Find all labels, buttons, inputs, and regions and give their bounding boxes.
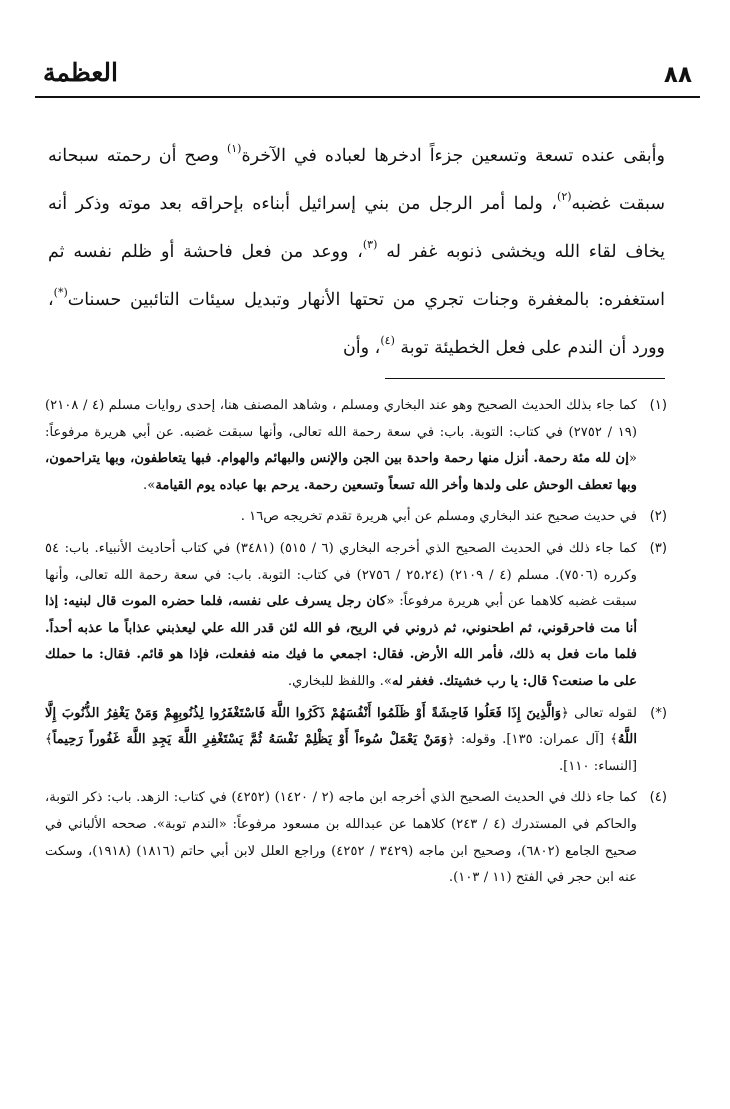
footnote-mark: (٣) <box>649 540 667 556</box>
footnotes <box>45 393 667 897</box>
footnote-text: ». <box>143 477 156 493</box>
footnote-2 <box>45 504 667 531</box>
footnote-text: في حديث صحيح عند البخاري ومسلم عن أبي هريرة تقدم تخريجه ص١٦ . <box>240 509 637 525</box>
footnote-ref: (٤) <box>380 334 395 347</box>
body-text: ، وأن <box>342 338 381 358</box>
hadith-text: كان رجل يسرف على نفسه، فلما حضره الموت قال لبنيه: إذا أنا مت فاحرقوني، ثم اطحنوني، ثم ذروني في الريح، فو الله لئن قدر الله علي ليعذبني عذاباً ما عذبه أحداً. فلما مات فعل به ذلك، فأمر الله الأرض. فقال: اجمعي ما فيك منه ففعلت، فإذا هو قائم. فقال: ما حملك على ما صنعت؟ قال: يا رب خشيتك. فغفر له <box>45 594 637 689</box>
footnote-mark: (٢) <box>649 509 667 525</box>
footnote-ref: (٢) <box>557 190 572 203</box>
footnote-text: ﴾ [النساء: ١١٠]. <box>45 732 637 774</box>
footnote-star <box>45 701 667 781</box>
footnote-text: كما جاء ذلك في الحديث الصحيح الذي أخرجه البخاري (٦ / ٥١٥) (٣٤٨١) في كتاب أحاديث الأنبياء. باب: ٥٤ وكرره (٧٥٠٦). مسلم (٤ / ٢١٠٩) (٢٥،٢٤ / ٢٧٥٦) في كتاب: التوبة. باب: في سعة رحمة الله تعالى، وأنها سبقت غضبه كلاهما عن أبي هريرة مرفوعاً: « <box>45 540 638 610</box>
footnote-text: ﴾ [آل عمران: ١٣٥]. وقوله: ﴿ <box>447 732 618 748</box>
footnote-text: كما جاء ذلك في الحديث الصحيح الذي أخرجه ابن ماجه (٢ / ١٤٢٠) (٤٢٥٢) في كتاب: الزهد. باب: ذكر التوبة، والحاكم في المستدرك (٤ / ٢٤٣) كلاهما عن عبدالله بن مسعود مرفوعاً: «الندم توبة». صححه الألباني في صحيح الجامع (٦٨٠٢)، وصحيح ابن ماجه (٣٤٢٩ / ٤٢٥٢) وراجع العلل لابن أبي حاتم (١٨١٦) (١٩١٨)، وسكت عنه ابن حجر في الفتح (١١ / ١٠٣). <box>45 790 638 886</box>
quran-verse: وَالَّذِينَ إِذَا فَعَلُوا فَاحِشَةً أَوْ ظَلَمُوا أَنْفُسَهُمْ ذَكَرُوا اللَّهَ فَاسْتَغْفَرُوا لِذُنُوبِهِمْ وَمَنْ يَغْفِرُ الذُّنُوبَ إِلَّا اللَّهُ <box>45 705 637 748</box>
footnote-ref: (٣) <box>362 238 378 251</box>
main-text <box>48 132 665 372</box>
body-text: وأبقى عنده تسعة وتسعين جزءاً ادخرها لعباده في الآخرة <box>241 146 665 166</box>
footnote-mark: (١) <box>649 398 667 413</box>
body-text: ، ووعد من فعل فاحشة أو ظلم نفسه ثم استغفره: بالمغفرة وجنات تجري من تحتها الأنهار وتبديل سيئات التائبين حسنات <box>48 242 665 310</box>
page-header <box>35 58 700 98</box>
footnote-separator <box>385 378 665 379</box>
footnote-mark: (٤) <box>649 790 667 806</box>
footnote-1 <box>45 393 667 499</box>
footnote-text: لقوله تعالى ﴿ <box>561 705 637 721</box>
footnote-ref: (*) <box>53 286 68 299</box>
quran-verse: وَمَنْ يَعْمَلْ سُوءاً أَوْ يَظْلِمْ نَفْسَهُ ثُمَّ يَسْتَغْفِرِ اللَّهَ يَجِدِ اللَّهَ غَفُوراً رَحِيماً <box>52 732 448 748</box>
footnote-text: ». واللفظ للبخاري. <box>287 673 392 689</box>
header-rule <box>35 96 700 98</box>
hadith-text: إن لله مئة رحمة. أنزل منها رحمة واحدة بين الجن والإنس والبهائم والهوام. فبها يتعاطفون، وبها يتراحمون، وبها تعطف الوحش على ولدها وأخر الله تسعاً وتسعين رحمة. يرحم بها عباده يوم القيامة <box>45 451 637 493</box>
footnote-mark: (*) <box>650 705 667 721</box>
footnote-3 <box>45 536 667 696</box>
footnote-4 <box>45 785 667 891</box>
body-text: ، ولما أمر الرجل من بني إسرائيل أبناءه بإحراقه بعد موته وذكر أنه يخاف لقاء الله ويخشى ذنوبه غفر له <box>48 194 665 262</box>
body-text: ، وورد أن الندم على فعل الخطيئة توبة <box>48 290 665 358</box>
footnote-ref: (١) <box>226 142 242 155</box>
running-title: العظمة <box>43 58 118 87</box>
page-number: ٨٨ <box>663 62 692 88</box>
body-text: وصح أن رحمته سبحانه سبقت غضبه <box>48 146 665 214</box>
footnote-text: كما جاء بذلك الحديث الصحيح وهو عند البخاري ومسلم ، وشاهد المصنف هنا، إحدى روايات مسلم (٤ / ٢١٠٨) (١٩ / ٢٧٥٢) في كتاب: التوبة. باب: في سعة رحمة الله تعالى، وأنها سبقت غضبه. عن أبي هريرة مرفوعاً: « <box>45 398 638 467</box>
